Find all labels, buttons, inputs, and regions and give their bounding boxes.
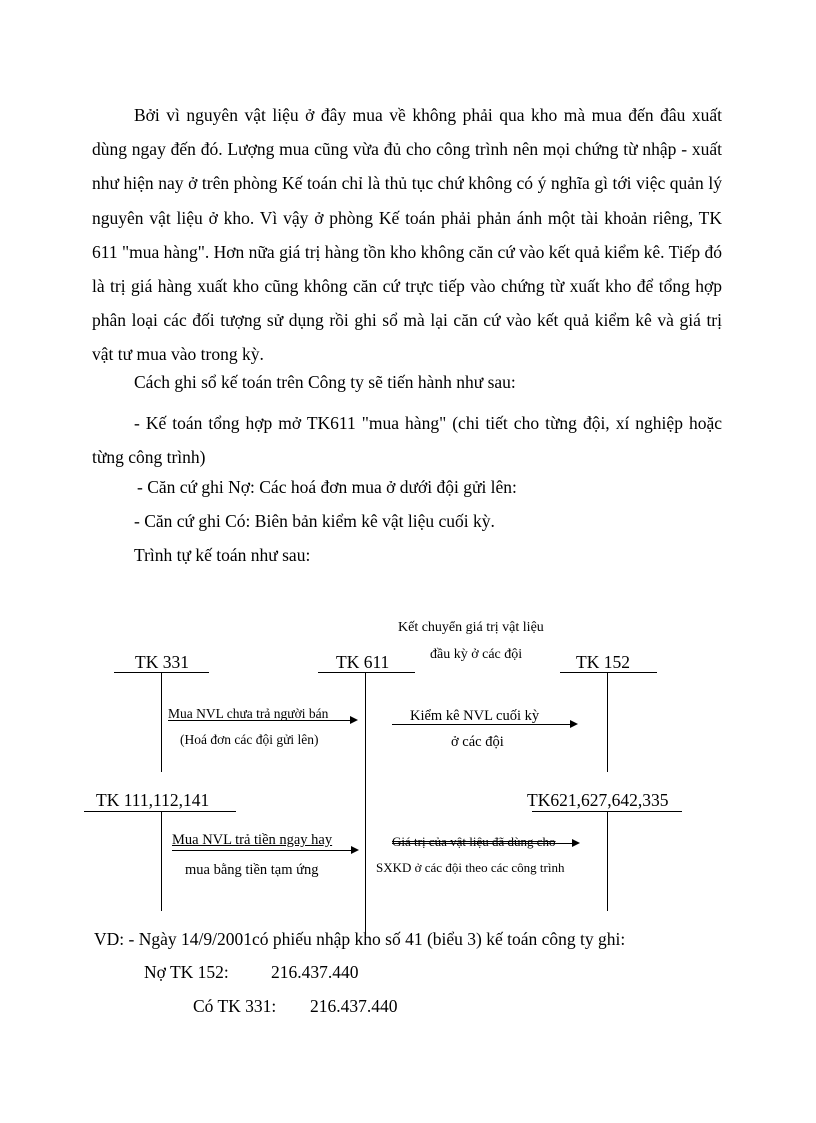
buy-paid-arrow: [172, 850, 357, 851]
debit-label: Nợ TK 152:: [144, 962, 229, 982]
tk611-stem: [365, 672, 366, 944]
t-account-diagram: [0, 600, 816, 920]
tk111-stem: [161, 811, 162, 911]
intro-paragraph: [92, 98, 722, 372]
account-tk611: TK 611: [336, 652, 390, 672]
buy-unpaid-label-line1: Mua NVL chưa trả người bán: [168, 706, 329, 721]
buy-unpaid-arrow: [168, 720, 356, 721]
debit-basis: - Căn cứ ghi Nợ: Các hoá đơn mua ở dưới đội gửi lên:: [137, 477, 517, 497]
intro-paragraph-text: Bởi vì nguyên vật liệu ở đây mua về không phải qua kho mà mua đến đâu xuất dùng ngay đến đó. Lượng mua cũng vừa đủ cho công trình nên mọi chứng từ nhập - xuất như hiện nay ở trên phòng Kế toán chỉ là thủ tục chứ không có ý nghĩa gì tới việc quản lý nguyên vật liệu ở kho. Vì vậy ở phòng Kế toán phải phản ánh một tài khoản riêng, TK 611 "mua hàng". Hơn nữa giá trị hàng tồn kho không căn cứ vào kết quả kiểm kê. Tiếp đó là trị giá hàng xuất kho cũng không căn cứ trực tiếp vào chứng từ xuất kho để tổng hợp phân loại các đối tượng sử dụng rồi ghi sổ mà lại căn cứ vào kết quả kiểm kê và giá trị vật tư mua vào trong kỳ.: [92, 105, 722, 365]
tk152-stem: [607, 672, 608, 772]
transfer-label-line1: Kết chuyển giá trị vật liệu: [398, 620, 544, 635]
tk611-top-line: [318, 672, 415, 673]
inventory-label-line2: ở các đội: [451, 734, 504, 750]
tk111-top-line: [84, 811, 236, 812]
inventory-arrow: [392, 724, 576, 725]
buy-paid-label-line2: mua bằng tiền tạm ứng: [185, 862, 319, 878]
credit-value: 216.437.440: [310, 996, 398, 1016]
tk611-rule: [92, 406, 722, 474]
buy-paid-label-line1: Mua NVL trả tiền ngay hay: [172, 832, 333, 848]
credit-label: Có TK 331:: [193, 996, 277, 1016]
example-intro: VD: - Ngày 14/9/2001có phiếu nhập kho số 41 (biểu 3) kế toán công ty ghi:: [94, 929, 626, 949]
buy-unpaid-label-line2: (Hoá đơn các đội gửi lên): [180, 732, 319, 747]
debit-value: 216.437.440: [271, 962, 359, 982]
account-tk111: TK 111,112,141: [96, 790, 210, 810]
tk611-rule-text: - Kế toán tổng hợp mở TK611 "mua hàng" (chi tiết cho từng đội, xí nghiệp hoặc từng công trình): [92, 413, 722, 468]
method-intro: Cách ghi sổ kế toán trên Công ty sẽ tiến hành như sau:: [134, 372, 516, 392]
account-tk621: TK621,627,642,335: [527, 790, 669, 810]
inventory-label-line1: Kiểm kê NVL cuối kỳ: [410, 708, 540, 724]
used-label-line2: SXKD ở các đội theo các công trình: [376, 860, 565, 875]
account-tk331: TK 331: [135, 652, 189, 672]
tk331-stem: [161, 672, 162, 772]
tk621-stem: [607, 811, 608, 911]
sequence-intro: Trình tự kế toán như sau:: [134, 545, 311, 565]
used-label-line1: Giá trị của vật liệu đã dùng cho: [392, 834, 556, 849]
credit-basis: - Căn cứ ghi Có: Biên bản kiểm kê vật liệu cuối kỳ.: [134, 511, 495, 531]
tk152-top-line: [560, 672, 657, 673]
account-tk152: TK 152: [576, 652, 630, 672]
transfer-label-line2: đầu kỳ ở các đội: [430, 647, 523, 662]
used-arrow: [392, 843, 578, 844]
